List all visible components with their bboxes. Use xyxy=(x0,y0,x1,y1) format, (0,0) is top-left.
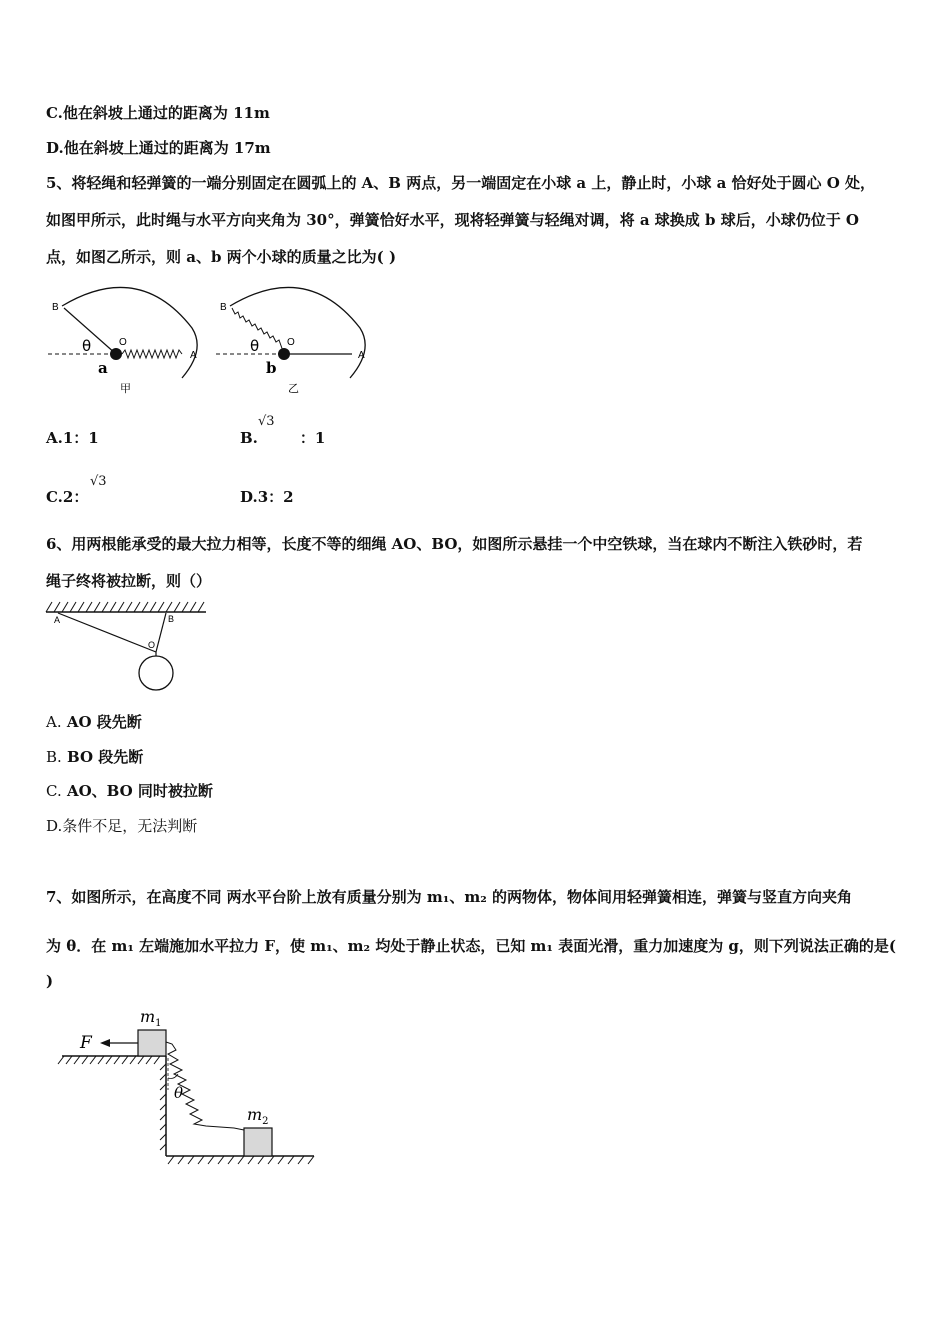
q5-right-caption: 乙 xyxy=(288,382,299,395)
q6-label-b: B xyxy=(168,614,175,624)
q5-stem-line1: 5、将轻绳和轻弹簧的一端分别固定在圆弧上的 A、B 两点，另一端固定在小球 a 上，静止时，小球 a 恰好处于圆心 O 处， xyxy=(46,174,876,192)
q5-left-ball-label: a xyxy=(98,359,108,377)
q7-stem-line1: 7、如图所示，在高度不同 两水平台阶上放有质量分别为 m₁、m₂ 的两物体，物体间用轻弹簧相连，弹簧与竖直方向夹角 xyxy=(46,888,852,906)
q7-figure xyxy=(44,1000,324,1170)
q5-right-theta: θ xyxy=(250,337,260,355)
q5-right-ball-label: b xyxy=(266,359,277,377)
q5-stem-line2: 如图甲所示，此时绳与水平方向夹角为 30°，弹簧恰好水平，现将轻弹簧与轻绳对调，将 a 球换成 b 球后，小球仍位于 O xyxy=(46,211,859,229)
q7-label-m1: $m_1$ xyxy=(140,1007,162,1029)
q5-figure-left xyxy=(44,278,214,398)
q6-option-a: A. AO 段先断 xyxy=(46,713,142,731)
q5-left-label-b: B xyxy=(52,302,59,313)
q5-option-c-sqrt: √3 xyxy=(90,474,107,489)
q5-left-label-a: A xyxy=(190,350,197,361)
q6-stem-line1: 6、用两根能承受的最大拉力相等，长度不等的细绳 AO、BO，如图所示悬挂一个中空铁球，当在球内不断注入铁砂时，若 xyxy=(46,535,863,553)
q5-left-theta: θ xyxy=(82,337,92,355)
q5-left-label-o: O xyxy=(119,337,127,348)
q5-option-a: A.1：1 xyxy=(46,429,99,447)
q4-option-c: C.他在斜坡上通过的距离为 11m xyxy=(46,104,270,122)
q6-stem-line2: 绳子终将被拉断，则（） xyxy=(46,572,212,590)
q6-option-d: D.条件不足，无法判断 xyxy=(46,817,198,835)
q5-stem-line3: 点，如图乙所示，则 a、b 两个小球的质量之比为( ) xyxy=(46,248,397,266)
q5-option-b xyxy=(240,427,325,448)
q5-option-b-prefix: B. xyxy=(240,429,258,447)
q5-option-b-sqrt: √3 xyxy=(258,414,275,429)
q6-option-b: B. BO 段先断 xyxy=(46,748,144,766)
q5-option-d: D.3：2 xyxy=(240,488,294,506)
q6-label-o: O xyxy=(148,640,156,650)
q6-label-a: A xyxy=(54,615,61,625)
q6-figure xyxy=(44,598,214,698)
q7-stem-line3: ) xyxy=(46,972,54,990)
q5-option-b-suffix: ：1 xyxy=(299,429,326,447)
q5-figure-right xyxy=(212,278,382,398)
q7-label-theta: θ xyxy=(174,1084,184,1102)
q6-option-c: C. AO、BO 同时被拉断 xyxy=(46,782,213,800)
q5-option-c: C.2： xyxy=(46,488,89,506)
q7-label-m2: $m_2$ xyxy=(247,1105,269,1127)
q5-right-label-b: B xyxy=(220,302,227,313)
q5-right-label-a: A xyxy=(358,350,365,361)
q7-stem-line2: 为 θ．在 m₁ 左端施加水平拉力 F，使 m₁、m₂ 均处于静止状态，已知 m₁ 表面光滑，重力加速度为 g，则下列说法正确的是( xyxy=(46,937,897,955)
q4-option-d: D.他在斜坡上通过的距离为 17m xyxy=(46,139,271,157)
q5-right-label-o: O xyxy=(287,337,295,348)
q7-label-f: F xyxy=(80,1033,92,1053)
q5-left-caption: 甲 xyxy=(120,382,131,395)
